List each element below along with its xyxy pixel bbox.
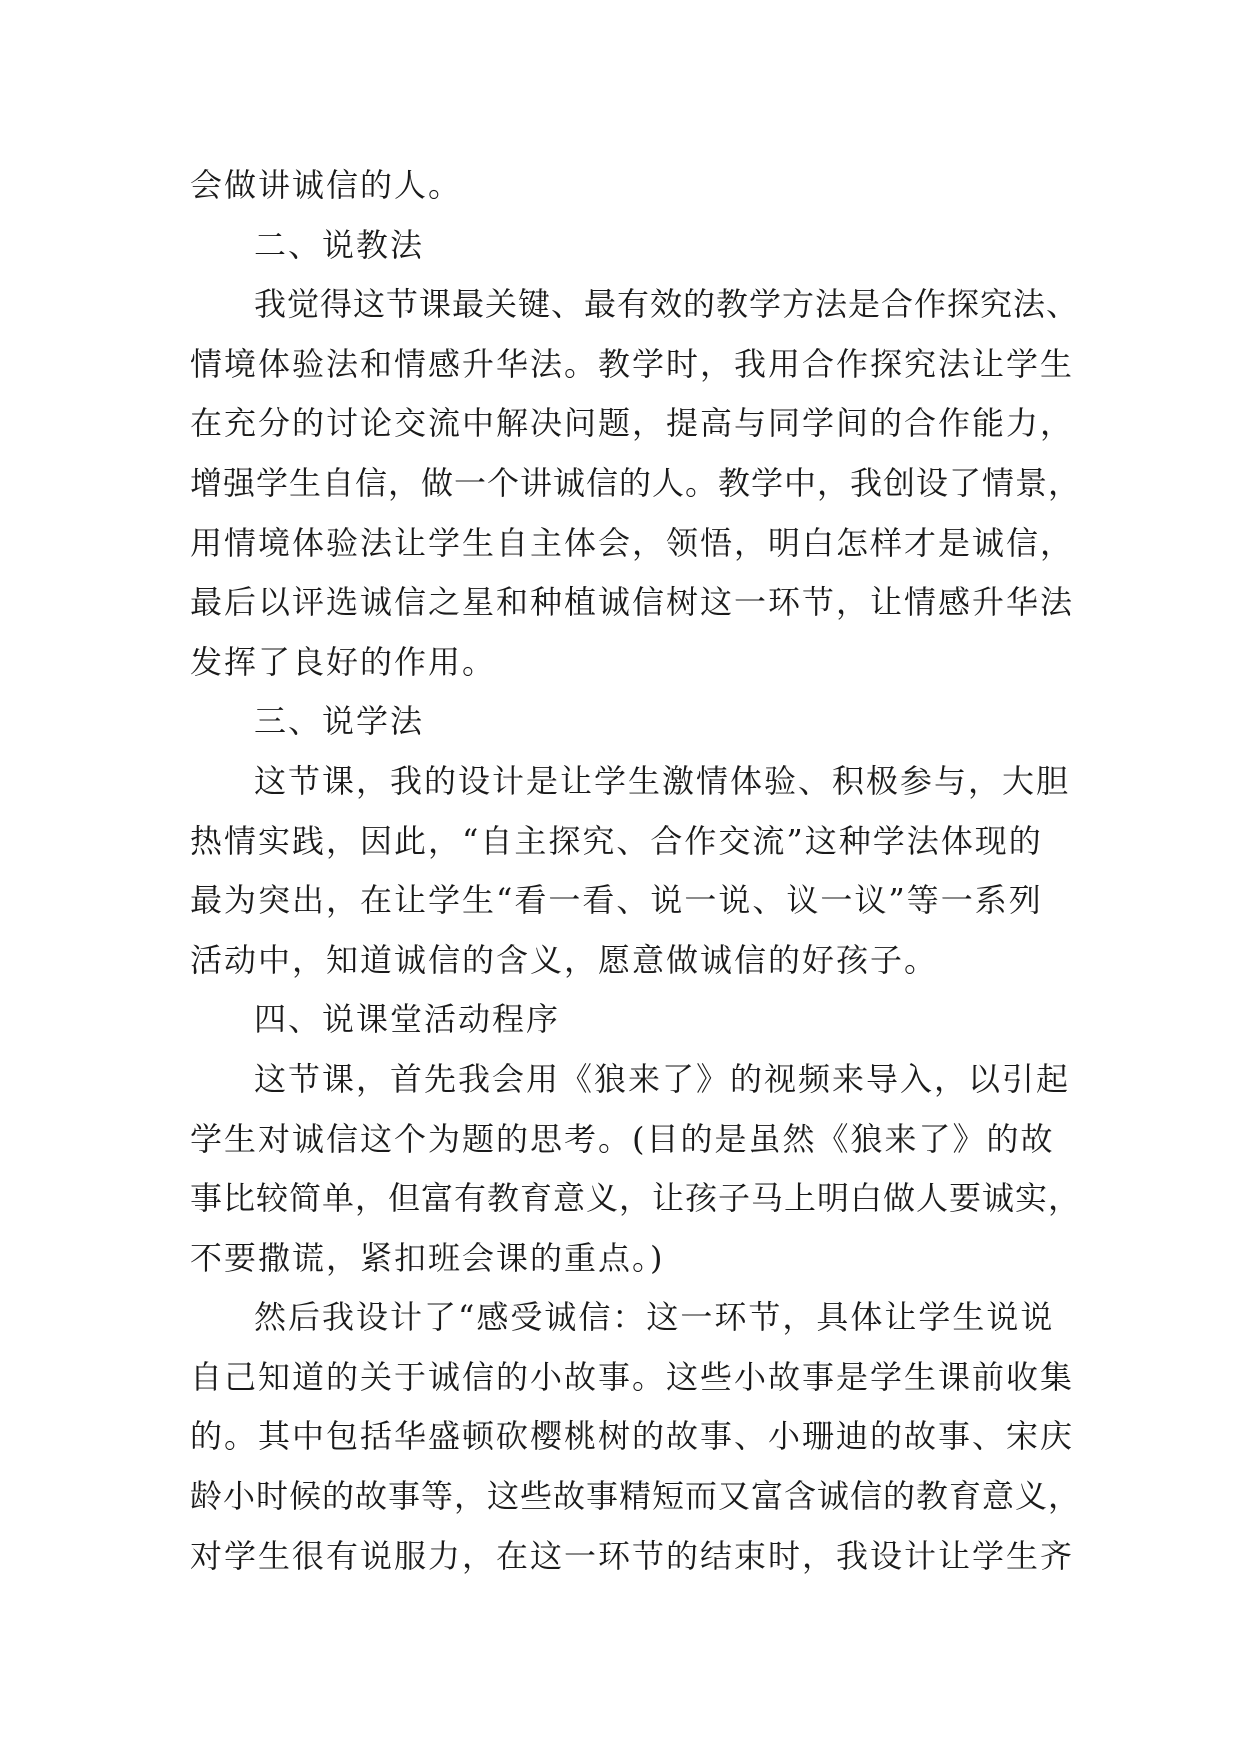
text-line: 的。其中包括华盛顿砍樱桃树的故事、小珊迪的故事、宋庆 (190, 1417, 1075, 1456)
text-line: 增强学生自信，做一个讲诚信的人。教学中，我创设了情景， (190, 463, 1082, 502)
text-line: 不要撒谎，紧扣班会课的重点。) (190, 1238, 665, 1277)
text-line: 二、说教法 (254, 225, 425, 264)
text-line: 最后以评选诚信之星和种植诚信树这一环节，让情感升华法 (190, 583, 1075, 622)
text-line: 然后我设计了“感受诚信：这一环节，具体让学生说说 (254, 1298, 1055, 1337)
text-line: 对学生很有说服力，在这一环节的结束时，我设计让学生齐 (190, 1536, 1075, 1575)
text-line: 我觉得这节课最关键、最有效的教学方法是合作探究法、 (254, 285, 1080, 324)
text-line: 三、说学法 (254, 702, 425, 741)
text-line: 最为突出，在让学生“看一看、说一说、议一议”等一系列 (190, 881, 1043, 920)
text-line: 自己知道的关于诚信的小故事。这些小故事是学生课前收集 (190, 1357, 1075, 1396)
text-line: 事比较简单，但富有教育意义，让孩子马上明白做人要诚实， (190, 1179, 1082, 1218)
document-body (190, 156, 1090, 1586)
text-line: 发挥了良好的作用。 (190, 642, 497, 681)
text-line: 这节课，我的设计是让学生激情体验、积极参与，大胆 (254, 761, 1071, 800)
text-line: 四、说课堂活动程序 (254, 1000, 561, 1039)
text-line: 会做讲诚信的人。 (190, 166, 463, 204)
text-line: 学生对诚信这个为题的思考。(目的是虽然《狼来了》的故 (190, 1119, 1055, 1158)
text-line: 在充分的讨论交流中解决问题，提高与同学间的合作能力， (190, 404, 1075, 443)
text-line: 情境体验法和情感升华法。教学时，我用合作探究法让学生 (190, 344, 1075, 383)
text-line: 用情境体验法让学生自主体会，领悟，明白怎样才是诚信， (190, 523, 1075, 562)
text-line: 热情实践，因此，“自主探究、合作交流”这种学法体现的 (190, 821, 1043, 860)
text-line: 活动中，知道诚信的含义，愿意做诚信的好孩子。 (190, 940, 939, 979)
text-line: 龄小时候的故事等，这些故事精短而又富含诚信的教育意义， (190, 1477, 1082, 1516)
text-line: 这节课，首先我会用《狼来了》的视频来导入，以引起 (254, 1059, 1071, 1098)
